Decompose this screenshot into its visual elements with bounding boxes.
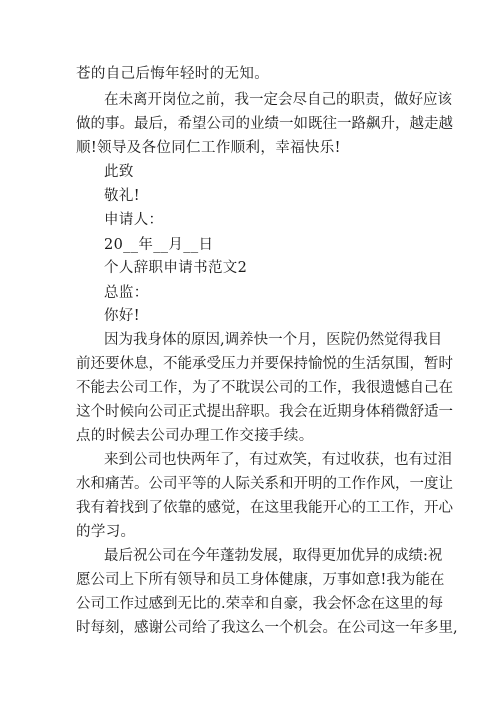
text-line: 水和痛苦。公司平等的人际关系和开明的工作作风，一度让 (76, 476, 453, 492)
text-line: 时每刻，感谢公司给了我这么一个机会。在公司这一年多里, (76, 620, 458, 636)
text-line: 这个时候向公司正式提出辞职。我会在近期身体稍微舒适一 (76, 404, 453, 420)
text-line: 愿公司上下所有领导和员工身体健康，万事如意!我为能在 (76, 572, 445, 588)
text-line: 我有着找到了依靠的感觉，在这里我能开心的工工作，开心 (76, 500, 453, 516)
text-line: 点的时候去公司办理工作交接手续。 (76, 428, 314, 444)
text-line: 前还要休息，不能承受压力并要保持愉悦的生活氛围，暂时 (76, 356, 453, 372)
text-line: 的学习。 (76, 524, 136, 540)
section-title: 个人辞职申请书范文2 (104, 260, 248, 276)
text-line: 最后祝公司在今年蓬勃发展，取得更加优异的成绩:祝 (104, 548, 443, 564)
greeting-line: 你好! (104, 308, 140, 324)
text-line: 因为我身体的原因,调养快一个月，医院仍然觉得我目 (104, 332, 443, 348)
closing-line: 此致 (104, 164, 134, 180)
text-line: 来到公司也快两年了，有过欢笑，有过收获，也有过泪 (104, 452, 452, 468)
text-line: 做的事。最后，希望公司的业绩一如既往一路飙升，越走越 (76, 116, 453, 132)
text-line: 苍的自己后悔年轻时的无知。 (76, 66, 270, 82)
date-line: 20__年__月__日 (104, 237, 214, 253)
applicant-label: 申请人： (104, 212, 164, 228)
salutation-line: 敬礼! (104, 188, 140, 204)
text-line: 公司工作过感到无比的.荣幸和自豪，我会怀念在这里的每 (76, 596, 444, 612)
recipient-line: 总监： (104, 285, 149, 301)
text-line: 顺!领导及各位同仁工作顺利，幸福快乐! (76, 140, 341, 156)
text-line: 在未离开岗位之前，我一定会尽自己的职责，做好应该 (104, 92, 452, 108)
text-line: 不能去公司工作，为了不耽误公司的工作，我很遗憾自己在 (76, 380, 453, 396)
